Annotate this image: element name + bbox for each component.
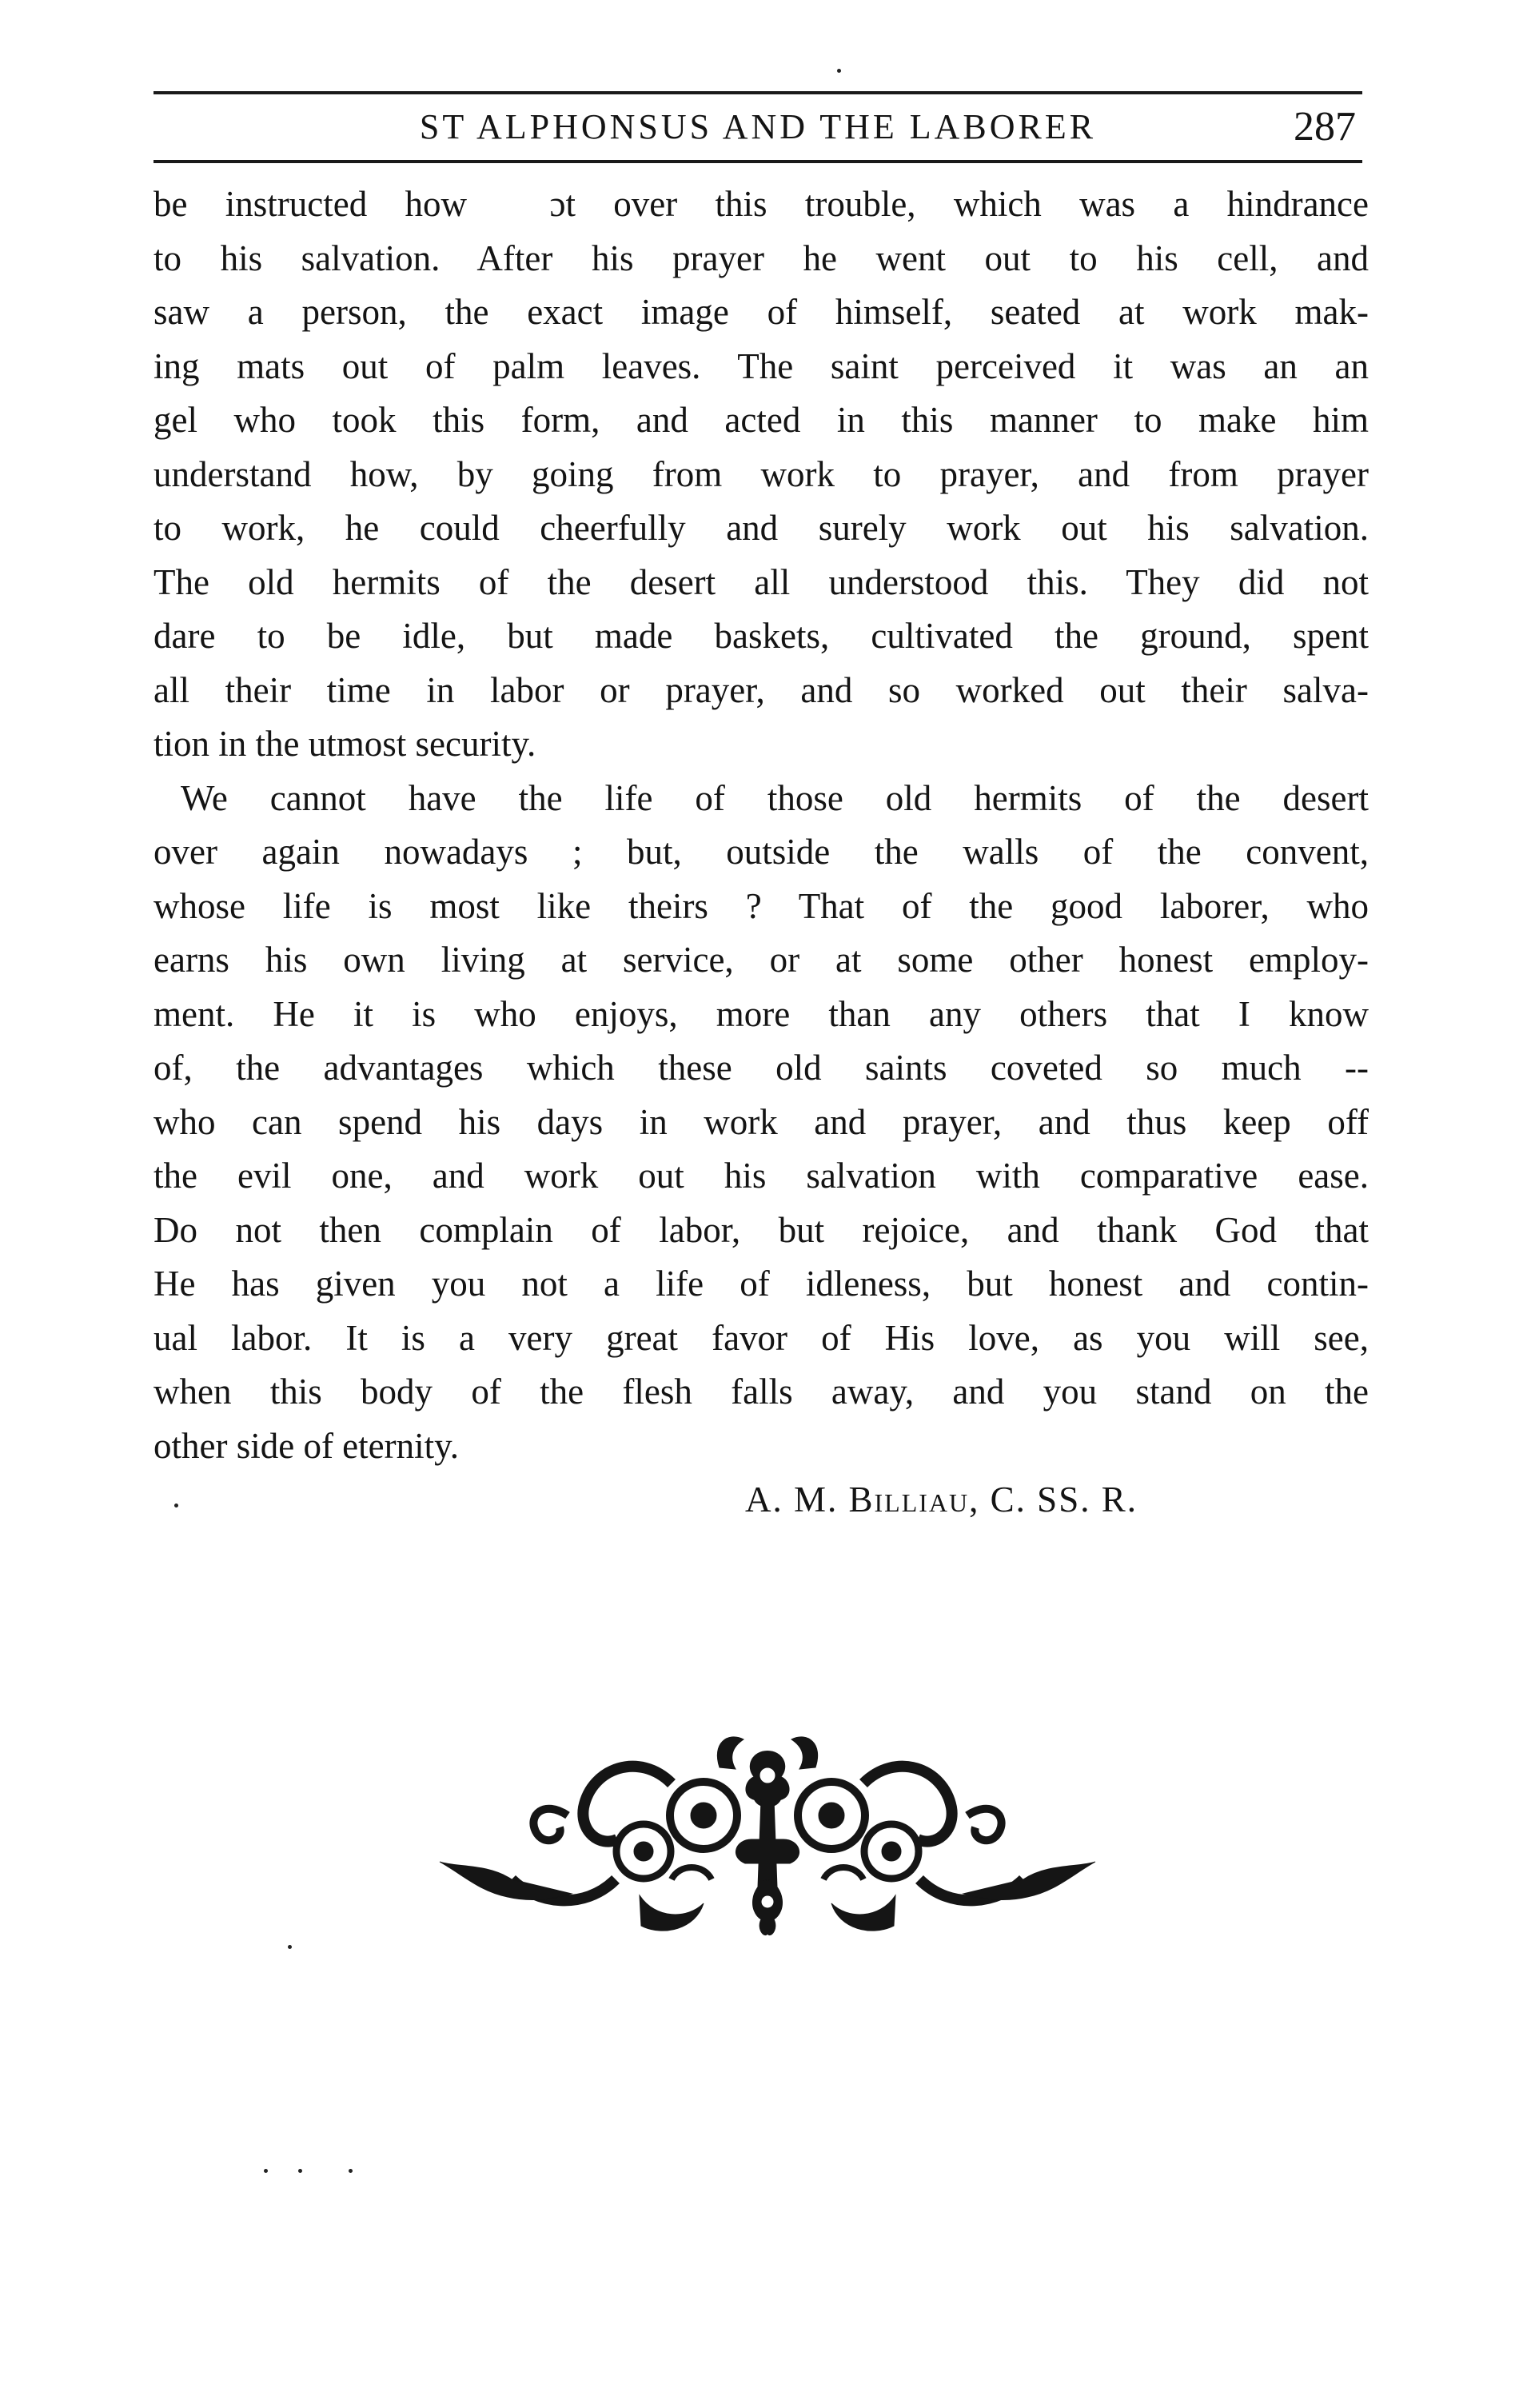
speck <box>837 69 841 73</box>
text-line: all their time in labor or prayer, and so worked out their salva- <box>153 669 1369 710</box>
text-line: other side of eternity. <box>153 1425 459 1466</box>
text-line: be instructed how ɔt over this trouble, which was a hindrance <box>153 184 1369 224</box>
speck <box>288 1945 292 1949</box>
text-line: over again nowadays ; but, outside the walls of the convent, <box>153 832 1369 872</box>
text-line: saw a person, the exact image of himself, seated at work mak- <box>153 292 1369 332</box>
text-line: to work, he could cheerfully and surely work out his salvation. <box>153 508 1369 548</box>
speck <box>264 2169 268 2173</box>
speck <box>298 2169 302 2173</box>
text-line: the evil one, and work out his salvation with comparative ease. <box>153 1156 1369 1196</box>
page-number: 287 <box>1294 104 1356 150</box>
text-line: to his salvation. After his prayer he went out to his cell, and <box>153 238 1369 278</box>
floral-tailpiece-ornament-icon <box>432 1719 1103 1959</box>
text-line: whose life is most like theirs ? That of the good laborer, who <box>153 885 1369 926</box>
signature-order: , C. SS. R. <box>969 1480 1138 1519</box>
speck <box>174 1504 178 1507</box>
text-line: The old hermits of the desert all understood this. They did not <box>153 561 1369 602</box>
running-head <box>153 99 1362 155</box>
author-signature <box>745 1473 1138 1527</box>
text-line: of, the advantages which these old saints coveted so much -- <box>153 1048 1369 1088</box>
text-line: who can spend his days in work and prayer, and thus keep off <box>153 1101 1369 1142</box>
text-line: We cannot have the life of those old hermits of the desert <box>181 777 1369 818</box>
header-rule-bottom <box>153 160 1362 163</box>
signature-initials: A. M. <box>745 1480 849 1519</box>
signature-name: Billiau <box>848 1480 970 1519</box>
text-line: earns his own living at service, or at some other honest employ- <box>153 940 1369 980</box>
text-line: when this body of the flesh falls away, and you stand on the <box>153 1372 1369 1412</box>
text-line: ment. He it is who enjoys, more than any others that I know <box>153 993 1369 1034</box>
text-line: ual labor. It is a very great favor of His love, as you will see, <box>153 1317 1369 1358</box>
text-line: ing mats out of palm leaves. The saint perceived it was an an <box>153 345 1369 386</box>
text-line: understand how, by going from work to prayer, and from prayer <box>153 453 1369 494</box>
body-text <box>153 178 1369 1473</box>
text-line: He has given you not a life of idleness, but honest and contin- <box>153 1264 1369 1304</box>
text-line: dare to be idle, but made baskets, cultivated the ground, spent <box>153 616 1369 656</box>
text-line: gel who took this form, and acted in this manner to make him <box>153 400 1369 440</box>
text-line: Do not then complain of labor, but rejoice, and thank God that <box>153 1209 1369 1250</box>
text-line: tion in the utmost security. <box>153 724 536 764</box>
header-rule-top <box>153 91 1362 94</box>
speck <box>349 2169 353 2173</box>
running-title: ST ALPHONSUS AND THE LABORER <box>419 107 1097 146</box>
